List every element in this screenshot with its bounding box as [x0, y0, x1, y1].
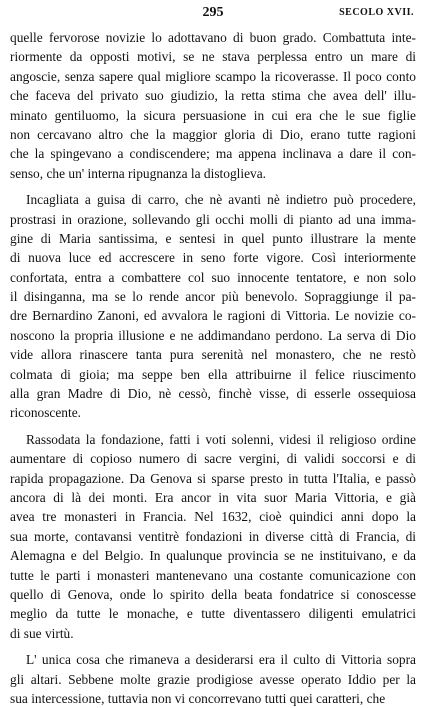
- page-number: 295: [202, 5, 224, 20]
- text-line: quelle fervorose novizie lo adottavano di buon grado. Combattuta inte-: [10, 30, 416, 45]
- text-line: riconoscente.: [10, 405, 82, 421]
- text-line: che faceva del privato suo giudizio, la retta stima che avea dell' illu-: [10, 88, 416, 104]
- text-line: meglio da tutte le monache, e tutte diventassero diligenti emulatrici: [10, 606, 416, 622]
- text-line: avea tre monasteri in Francia. Nel 1632, cioè quindici anni dopo la: [10, 509, 416, 525]
- text-line: Rassodata la fondazione, fatti i voti solenni, videsi il religioso ordine: [26, 431, 416, 447]
- text-line: senso, che un' interna ripugnanza la distoglieva.: [10, 165, 267, 181]
- text-line: che la spingevano a condiscendere; ma appena inclinava a dare il con-: [10, 146, 416, 162]
- text-line: aumentare di copioso numero di sacre vergini, di validi soccorsi e di: [10, 451, 416, 467]
- text-line: Incagliata a guisa di carro, che nè avanti nè indietro può procedere,: [26, 192, 416, 208]
- text-line: prostrasi in orazione, sollevando gli occhi molli di pianto ad una imma-: [10, 211, 416, 227]
- text-line: L' unica cosa che rimaneva a desiderarsi era il culto di Vittoria sopra: [26, 652, 416, 668]
- text-line: riormente da opposti motivi, se ne stava perplessa entro un mare di: [10, 49, 416, 65]
- text-line: Alemagna e del Belgio. In qualunque provincia se ne instituivano, e da: [10, 548, 416, 564]
- paragraph: [10, 430, 416, 643]
- text-line: non cercavano altro che la maggior gloria di Dio, erano tutte ragioni: [10, 126, 416, 142]
- text-line: colmata di gioia; ma seppe ben ella attribuirne il felice riuscimento: [10, 366, 416, 382]
- text-line: confortata, entra a combattere col suo innocente tentatore, e non solo: [10, 269, 416, 285]
- text-line: rapida propagazione. Da Genova si sparse presto in tutta l'Italia, e passò: [10, 470, 416, 486]
- text-line: minato gentiluomo, la sicura persuasione in cui era che le sue figlie: [10, 107, 416, 123]
- text-line: quello di Genova, onde lo spirito della beata fondatrice si conoscesse: [10, 586, 416, 602]
- text-line: gine di Maria santissima, e sentesi in quel punto illustrare la mente: [10, 230, 416, 246]
- page-header: [0, 4, 426, 22]
- paragraph: [10, 190, 416, 423]
- paragraph-gap: [10, 183, 416, 190]
- text-line: di nuova luce ed accrescere in seno forte vigore. Così interiormente: [10, 250, 416, 266]
- text-line: il disinganna, ma se lo rende ancor più benevolo. Sopraggiunge il pa-: [10, 289, 416, 305]
- text-line: sua intercessione, tuttavia non vi concorrevano tutti quei caratteri, che: [10, 690, 386, 706]
- body-text: [10, 28, 416, 708]
- text-line: sua morte, contavansi ventitrè fondazioni in diverse città di Francia, di: [10, 528, 416, 544]
- text-line: noscono la propria illusione e ne addimandano perdono. La serva di Dio: [10, 327, 416, 343]
- running-head: SECOLO XVII.: [339, 7, 414, 18]
- paragraph: [10, 28, 416, 183]
- paragraph-gap: [10, 643, 416, 650]
- paragraph-gap: [10, 423, 416, 430]
- text-line: ancora di là dei monti. Era ancor in vita suor Maria Vittoria, e già: [10, 489, 416, 505]
- paragraph: [10, 650, 416, 708]
- text-line: alla gran Madre di Dio, nè cessò, finchè visse, di esserle ossequiosa: [10, 386, 416, 402]
- text-line: gli altari. Sebbene molte grazie prodigiose avesse operato Iddio per la: [10, 671, 416, 687]
- text-line: vide allora rinascere tanta pura serenità nel monastero, che ne restò: [10, 347, 416, 363]
- text-line: dre Bernardino Zanoni, ed avvalora le ragioni di Vittoria. Le novizie co-: [10, 308, 416, 324]
- text-line: tutte le parti i monasteri mantenevano una costante comunicazione con: [10, 567, 416, 583]
- text-line: angoscie, senza sapere qual migliore scampo la ricoverasse. Il poco conto: [10, 68, 416, 84]
- text-line: di sue virtù.: [10, 625, 74, 641]
